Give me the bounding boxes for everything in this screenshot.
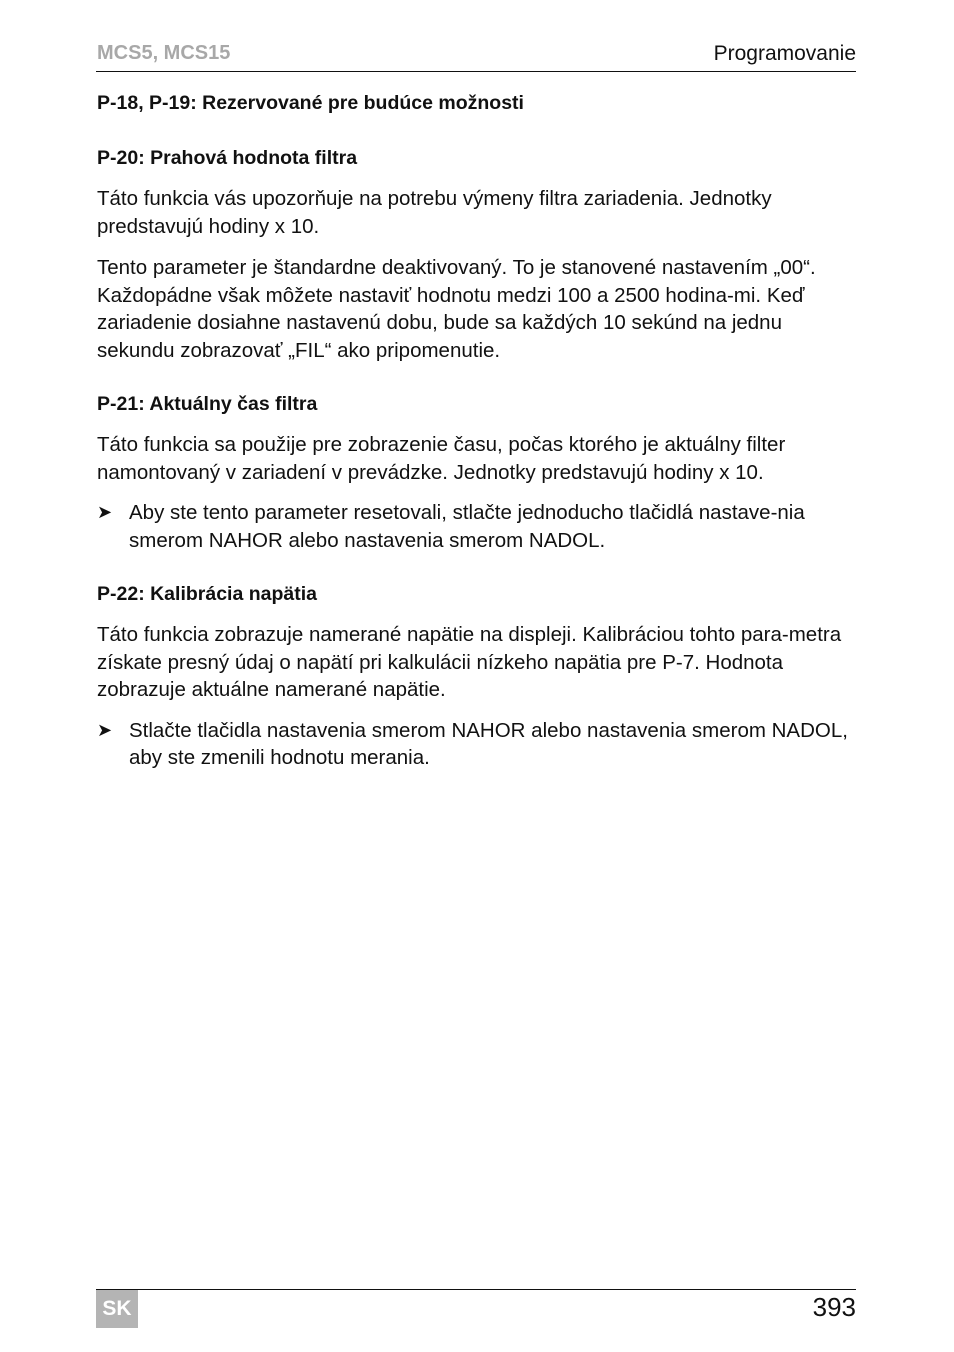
- p21-bullet: [97, 499, 857, 554]
- page-content: [97, 90, 857, 772]
- header-product: MCS5, MCS15: [97, 42, 231, 64]
- arrow-bullet-icon: ➤: [97, 502, 113, 522]
- p22-paragraph: Táto funkcia zobrazuje namerané napätie na displeji. Kalibráciou tohto para-metra získate presný údaj o napätí pri kalkulácii nízkeho napätia pre P-7. Hodnota zobrazuje aktuálne namerané napätie.: [97, 623, 842, 701]
- heading-p18-p19: P-18, P-19: Rezervované pre budúce možnosti: [97, 92, 524, 114]
- p22-bullet: [97, 717, 857, 772]
- heading-p22: P-22: Kalibrácia napätia: [97, 583, 318, 605]
- p20-paragraph-1: Táto funkcia vás upozorňuje na potrebu výmeny filtra zariadenia. Jednotky predstavujú hodiny x 10.: [97, 187, 772, 238]
- p22-bullet-text: Stlačte tlačidla nastavenia smerom NAHOR alebo nastavenia smerom NADOL, aby ste zmenili hodnotu merania.: [129, 718, 848, 769]
- p21-paragraph: Táto funkcia sa použije pre zobrazenie času, počas ktorého je aktuálny filter namontovaný v zariadení v prevádzke. Jednotky predstavujú hodiny x 10.: [97, 433, 786, 484]
- header-chapter: Programovanie: [713, 42, 856, 65]
- language-tab: SK: [96, 1290, 138, 1328]
- p21-bullet-text: Aby ste tento parameter resetovali, stlačte jednoducho tlačidlá nastave-nia smerom NAHOR alebo nastavenia smerom NADOL.: [129, 501, 805, 552]
- header-rule: [96, 71, 856, 72]
- heading-p21: P-21: Aktuálny čas filtra: [97, 393, 318, 415]
- p20-paragraph-2: Tento parameter je štandardne deaktivovaný. To je stanovené nastavením „00“. Každopádne však môžete nastaviť hodnotu medzi 100 a 2500 hodina-mi. Keď zariadenie dosiahne nastavenú dobu, bude sa každých 10 sekúnd na jednu sekundu zobrazovať „FIL“ ako pripomenutie.: [97, 256, 816, 362]
- heading-p20: P-20: Prahová hodnota filtra: [97, 147, 358, 169]
- arrow-bullet-icon: ➤: [97, 719, 113, 740]
- footer-rule: [96, 1289, 856, 1290]
- page-number: 393: [812, 1292, 856, 1322]
